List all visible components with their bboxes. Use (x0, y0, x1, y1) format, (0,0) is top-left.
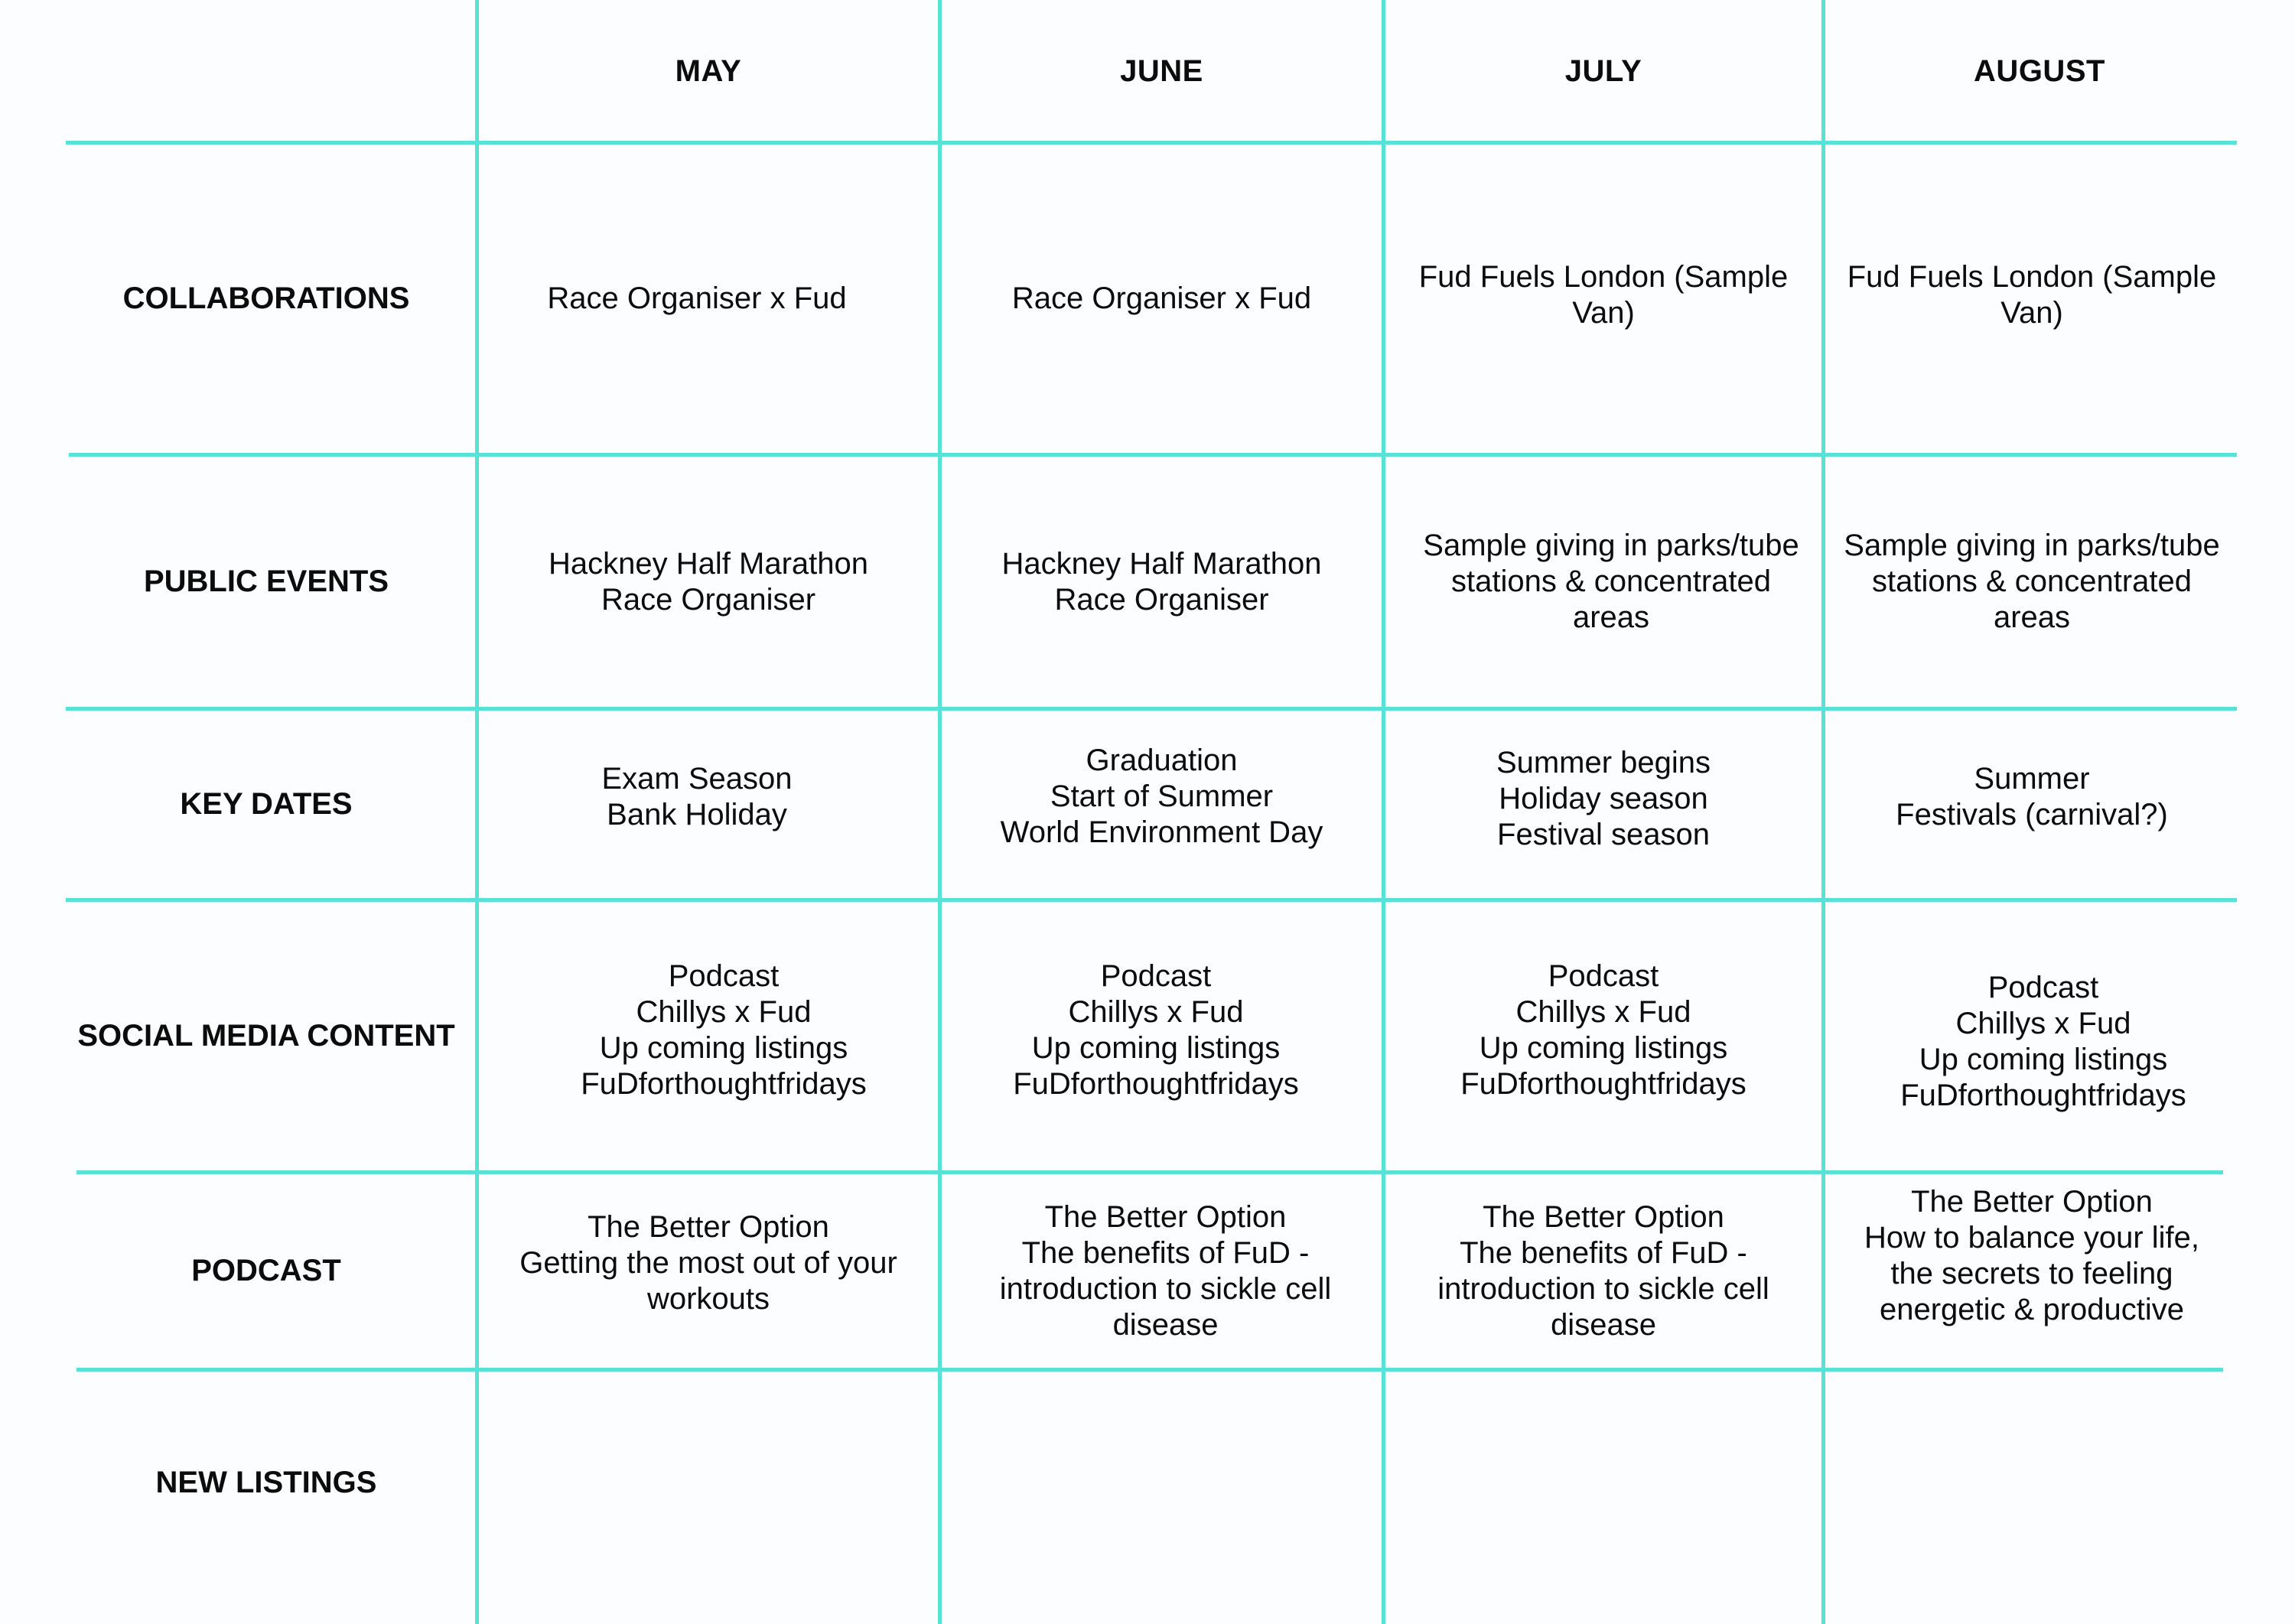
cell-text-line: Chillys x Fud (636, 995, 812, 1029)
cell-text-line: FuDforthoughtfridays (1013, 1067, 1299, 1101)
cell-podcast-august (1825, 1167, 2238, 1345)
cell-public-events-june (942, 457, 1382, 707)
cell-social-media-july (1385, 902, 1821, 1159)
cell-text-line: Fud Fuels London (Sample (1418, 260, 1789, 294)
cell-new-listings-may (479, 1372, 938, 1593)
row-label-social-media-content: SOCIAL MEDIA CONTENT (77, 1019, 455, 1053)
cell-text-line: Van) (2000, 296, 2063, 330)
cell-text-line: Graduation (1086, 744, 1238, 777)
cell-text-line: energetic & productive (1879, 1292, 2184, 1326)
month-header-june: JUNE (1120, 54, 1203, 88)
cell-key-dates-june (942, 711, 1382, 883)
cell-text-line: stations & concentrated (1871, 565, 2192, 598)
cell-text-line: Hackney Half Marathon (1001, 546, 1322, 581)
cell-text-line: Race Organiser x Fud (547, 282, 847, 315)
cell-podcast-may (479, 1174, 938, 1352)
cell-social-media-august (1825, 902, 2261, 1182)
cell-collaborations-august (1825, 145, 2238, 453)
cell-text-line: Exam Season (601, 761, 793, 796)
cell-text-line: Summer begins (1496, 745, 1711, 779)
cell-text-line: FuDforthoughtfridays (1460, 1067, 1746, 1101)
cell-text-line: The benefits of FuD - (1021, 1235, 1310, 1270)
cell-public-events-may (479, 457, 938, 707)
cell-text-line: The Better Option (1911, 1184, 2153, 1219)
cell-collaborations-june (942, 145, 1382, 453)
cell-text-line: Podcast (668, 959, 780, 993)
cell-text-line: Chillys x Fud (1955, 1007, 2131, 1040)
cell-text-line: Festivals (carnival?) (1896, 797, 2168, 832)
row-label-key-dates: KEY DATES (180, 787, 353, 821)
cell-text-line: Race Organiser (1054, 582, 1269, 617)
cell-text-line: Start of Summer (1050, 779, 1274, 813)
row-label-podcast: PODCAST (191, 1254, 341, 1287)
cell-text-line: Podcast (1987, 971, 2099, 1004)
cell-key-dates-august (1825, 711, 2238, 883)
cell-text-line: Festival season (1497, 817, 1710, 851)
cell-text-line: FuDforthoughtfridays (1900, 1079, 2186, 1112)
cell-text-line: Fud Fuels London (Sample (1847, 260, 2217, 294)
month-header-may: MAY (675, 54, 742, 88)
cell-text-line: FuDforthoughtfridays (581, 1067, 867, 1101)
month-header-august: AUGUST (1974, 54, 2105, 88)
cell-text-line: areas (1993, 600, 2071, 634)
cell-key-dates-july (1385, 711, 1821, 887)
cell-text-line: Up coming listings (1919, 1043, 2168, 1076)
cell-text-line: Sample giving in parks/tube (1423, 529, 1799, 562)
cell-social-media-june (942, 902, 1370, 1159)
cell-podcast-june (946, 1174, 1385, 1368)
cell-text-line: introduction to sickle cell (1437, 1271, 1769, 1306)
cell-text-line: The benefits of FuD - (1460, 1235, 1747, 1270)
cell-text-line: Sample giving in parks/tube (1844, 529, 2220, 562)
cell-text-line: Getting the most out of your (519, 1246, 897, 1280)
cell-text-line: Up coming listings (1479, 1031, 1728, 1065)
cell-new-listings-july (1385, 1372, 1821, 1593)
cell-collaborations-may (479, 145, 915, 453)
row-label-public-events: PUBLIC EVENTS (143, 565, 389, 598)
cell-podcast-july (1385, 1174, 1821, 1368)
row-label-new-listings: NEW LISTINGS (155, 1465, 377, 1499)
cell-text-line: disease (1551, 1307, 1656, 1342)
cell-text-line: World Environment Day (1000, 815, 1323, 849)
cell-text-line: Podcast (1100, 959, 1212, 993)
cell-text-line: Chillys x Fud (1515, 995, 1691, 1029)
cell-social-media-may (494, 902, 953, 1159)
cell-new-listings-august (1825, 1372, 2238, 1593)
cell-text-line: Race Organiser x Fud (1011, 282, 1312, 315)
cell-text-line: Chillys x Fud (1068, 995, 1244, 1029)
cell-text-line: Podcast (1548, 959, 1659, 993)
cell-key-dates-may (479, 711, 915, 883)
cell-text-line: areas (1572, 600, 1650, 634)
month-header-july: JULY (1564, 54, 1642, 88)
cell-text-line: workouts (646, 1282, 770, 1316)
cell-public-events-july (1385, 457, 1837, 707)
cell-text-line: Summer (1974, 761, 2090, 796)
cell-text-line: The Better Option (1483, 1199, 1724, 1234)
row-label-collaborations: COLLABORATIONS (122, 282, 410, 315)
cell-text-line: Bank Holiday (607, 797, 787, 832)
cell-collaborations-july (1385, 145, 1821, 453)
cell-text-line: Up coming listings (1031, 1031, 1281, 1065)
cell-text-line: disease (1112, 1307, 1219, 1342)
cell-text-line: the secrets to feeling (1890, 1256, 2173, 1290)
cell-text-line: Hackney Half Marathon (549, 546, 868, 581)
cell-text-line: Up coming listings (599, 1031, 848, 1065)
cell-text-line: Race Organiser (601, 582, 816, 617)
cell-text-line: Holiday season (1499, 781, 1708, 815)
cell-text-line: Van) (1572, 296, 1635, 330)
cell-text-line: The Better Option (1044, 1199, 1287, 1234)
cell-text-line: stations & concentrated (1450, 565, 1772, 598)
cell-text-line: The Better Option (588, 1210, 829, 1244)
cell-public-events-august (1825, 457, 2238, 707)
cell-text-line: introduction to sickle cell (999, 1271, 1332, 1306)
cell-text-line: How to balance your life, (1864, 1220, 2199, 1255)
cell-new-listings-june (942, 1372, 1382, 1593)
